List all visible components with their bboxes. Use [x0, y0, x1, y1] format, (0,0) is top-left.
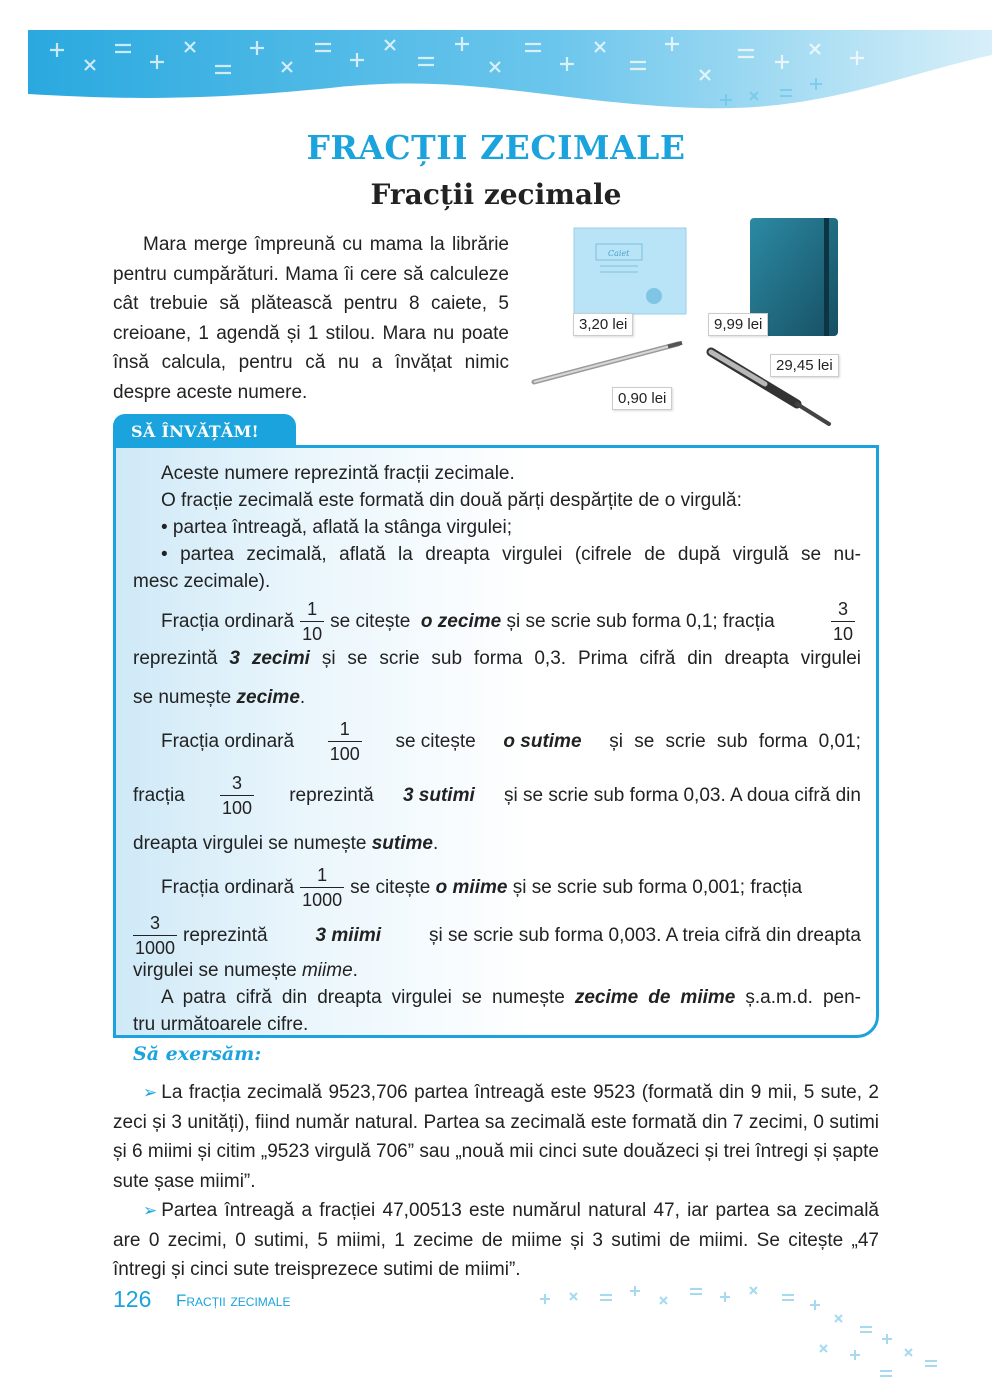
p2-line-3: dreapta virgulei se numește sutime. [133, 833, 439, 854]
fraction-1-1000: $\frac{1}{1000}$ [302, 864, 343, 910]
p2-line-2: fracția $\frac{3}{100}$ reprezintă 3 sutimi și se scrie sub forma 0,03. A doua cifră din [133, 772, 861, 818]
term-sutime: sutime [371, 833, 433, 854]
p2-line-1: Fracția ordinară $\frac{1}{100}$ se citește o sutime și se scrie sub forma 0,01; [161, 718, 861, 764]
p4-line-2: tru următoarele cifre. [133, 1014, 309, 1035]
section-subtitle: Fracții zecimale [370, 178, 622, 211]
fraction-1-100: $\frac{1}{100}$ [329, 718, 360, 764]
intro-paragraph: Mara merge împreună cu mama la librărie pentru cumpărături. Mama îi cere să calculeze cât trebuie să plătească pentru 8 caiete, 5 creioane, 1 agendă și 1 stilou. Mara nu poate însă calcula, pentru că nu a învățat nimic despre aceste numere. [113, 234, 509, 403]
exercise-item-2: ➢ Partea întreagă a fracției 47,00513 este numărul natural 47, iar partea sa zecimală are 0 zecimi, 0 sutimi, 5 miimi, 1 zecime de miime și 3 sutimi de miimi. Se citește „47 întregi și cinci sute treisprezece sutimi de miimi”. [113, 1200, 879, 1280]
pencil-price: 0,90 lei [612, 387, 672, 410]
term-3-zecimi: 3 zecimi [229, 648, 310, 669]
learn-line-5: mesc zecimale). [133, 571, 271, 592]
term-3-sutimi: 3 sutimi [402, 784, 475, 806]
notebook-illustration [572, 226, 690, 316]
page-title: FRACȚII ZECIMALE [306, 128, 686, 167]
p3-line-3: virgulei se numește miime. [133, 960, 358, 981]
math-symbols-footer [520, 1275, 992, 1389]
notebook-cover-text: Caiet [608, 249, 630, 258]
learn-content [133, 458, 861, 1038]
p4-line-1: A patra cifră din dreapta virgulei se numește zecime de miime ș.a.m.d. pen- [161, 987, 861, 1008]
term-miime: miime [301, 960, 353, 981]
learn-bullet-2: • partea zecimală, aflată la dreapta virgulei (cifrele de după virgulă se nu- [161, 544, 861, 565]
fraction-3-100: $\frac{3}{100}$ [221, 772, 253, 818]
learn-tab: SĂ ÎNVĂȚĂM! [113, 414, 296, 447]
agenda-price: 9,99 lei [708, 313, 768, 336]
learn-bullet-1: • partea întreagă, aflată la stânga virgulei; [161, 517, 512, 538]
term-zecime: zecime [236, 687, 300, 708]
exercise-section [113, 1078, 879, 1285]
arrow-bullet-icon: ➢ [143, 1201, 158, 1220]
learn-line-2: O fracție zecimală este formată din două părți despărțite de o virgulă: [161, 490, 742, 511]
notebook-price: 3,20 lei [573, 313, 633, 336]
page-number: 126 [113, 1286, 152, 1312]
fraction-1-10: $\frac{1}{10}$ [302, 598, 323, 644]
term-o-miime: o miime [435, 876, 508, 898]
fraction-3-10: $\frac{3}{10}$ [832, 598, 853, 644]
learn-line-1: Aceste numere reprezintă fracții zecimale. [161, 463, 515, 484]
p1-line-2: reprezintă 3 zecimi și se scrie sub forma 0,3. Prima cifră din dreapta virgulei [133, 648, 861, 669]
p1-text-a: Fracția ordinară [161, 610, 295, 632]
pen-price: 29,45 lei [770, 354, 839, 377]
exercise-item-1: ➢ La fracția zecimală 9523,706 partea întreagă este 9523 (formată din 9 mii, 5 sute, 2 zeci și 3 unități), fiind număr natural. Partea sa zecimală este formată din 7 zecimi, 0 sutimi și 6 miimi și citim „9523 virgulă 706” sau „nouă mii cinci sute douăzeci și trei întregi și șapte sute șase miimi”. [113, 1082, 879, 1192]
term-o-zecime: o zecime [420, 610, 502, 632]
p1-text-b: se citește [330, 610, 411, 632]
term-o-sutime: o sutime [503, 730, 582, 752]
exercise-title: Să exersăm: [133, 1043, 262, 1065]
chapter-name: Fracții zecimale [176, 1291, 291, 1310]
fraction-3-1000: $\frac{3}{1000}$ [135, 912, 176, 958]
p3-line-2: $\frac{3}{1000}$ reprezintă 3 miimi și se scrie sub forma 0,003. A treia cifră din dreapta [135, 912, 861, 958]
p2-text-a: Fracția ordinară [161, 730, 295, 752]
p1-line-3: se numește zecime. [133, 687, 306, 708]
p1-text-d: și se scrie sub forma 0,1; fracția [506, 610, 775, 632]
arrow-bullet-icon: ➢ [143, 1083, 158, 1102]
p1-line-1 [133, 595, 861, 647]
term-zecime-de-miime: zecime de miime [574, 987, 736, 1008]
term-3-miimi: 3 miimi [315, 924, 382, 946]
pencil-illustration [528, 336, 688, 388]
p3-line-1: Fracția ordinară $\frac{1}{1000}$ se citește o miime și se scrie sub forma 0,001; fracția [161, 864, 803, 910]
